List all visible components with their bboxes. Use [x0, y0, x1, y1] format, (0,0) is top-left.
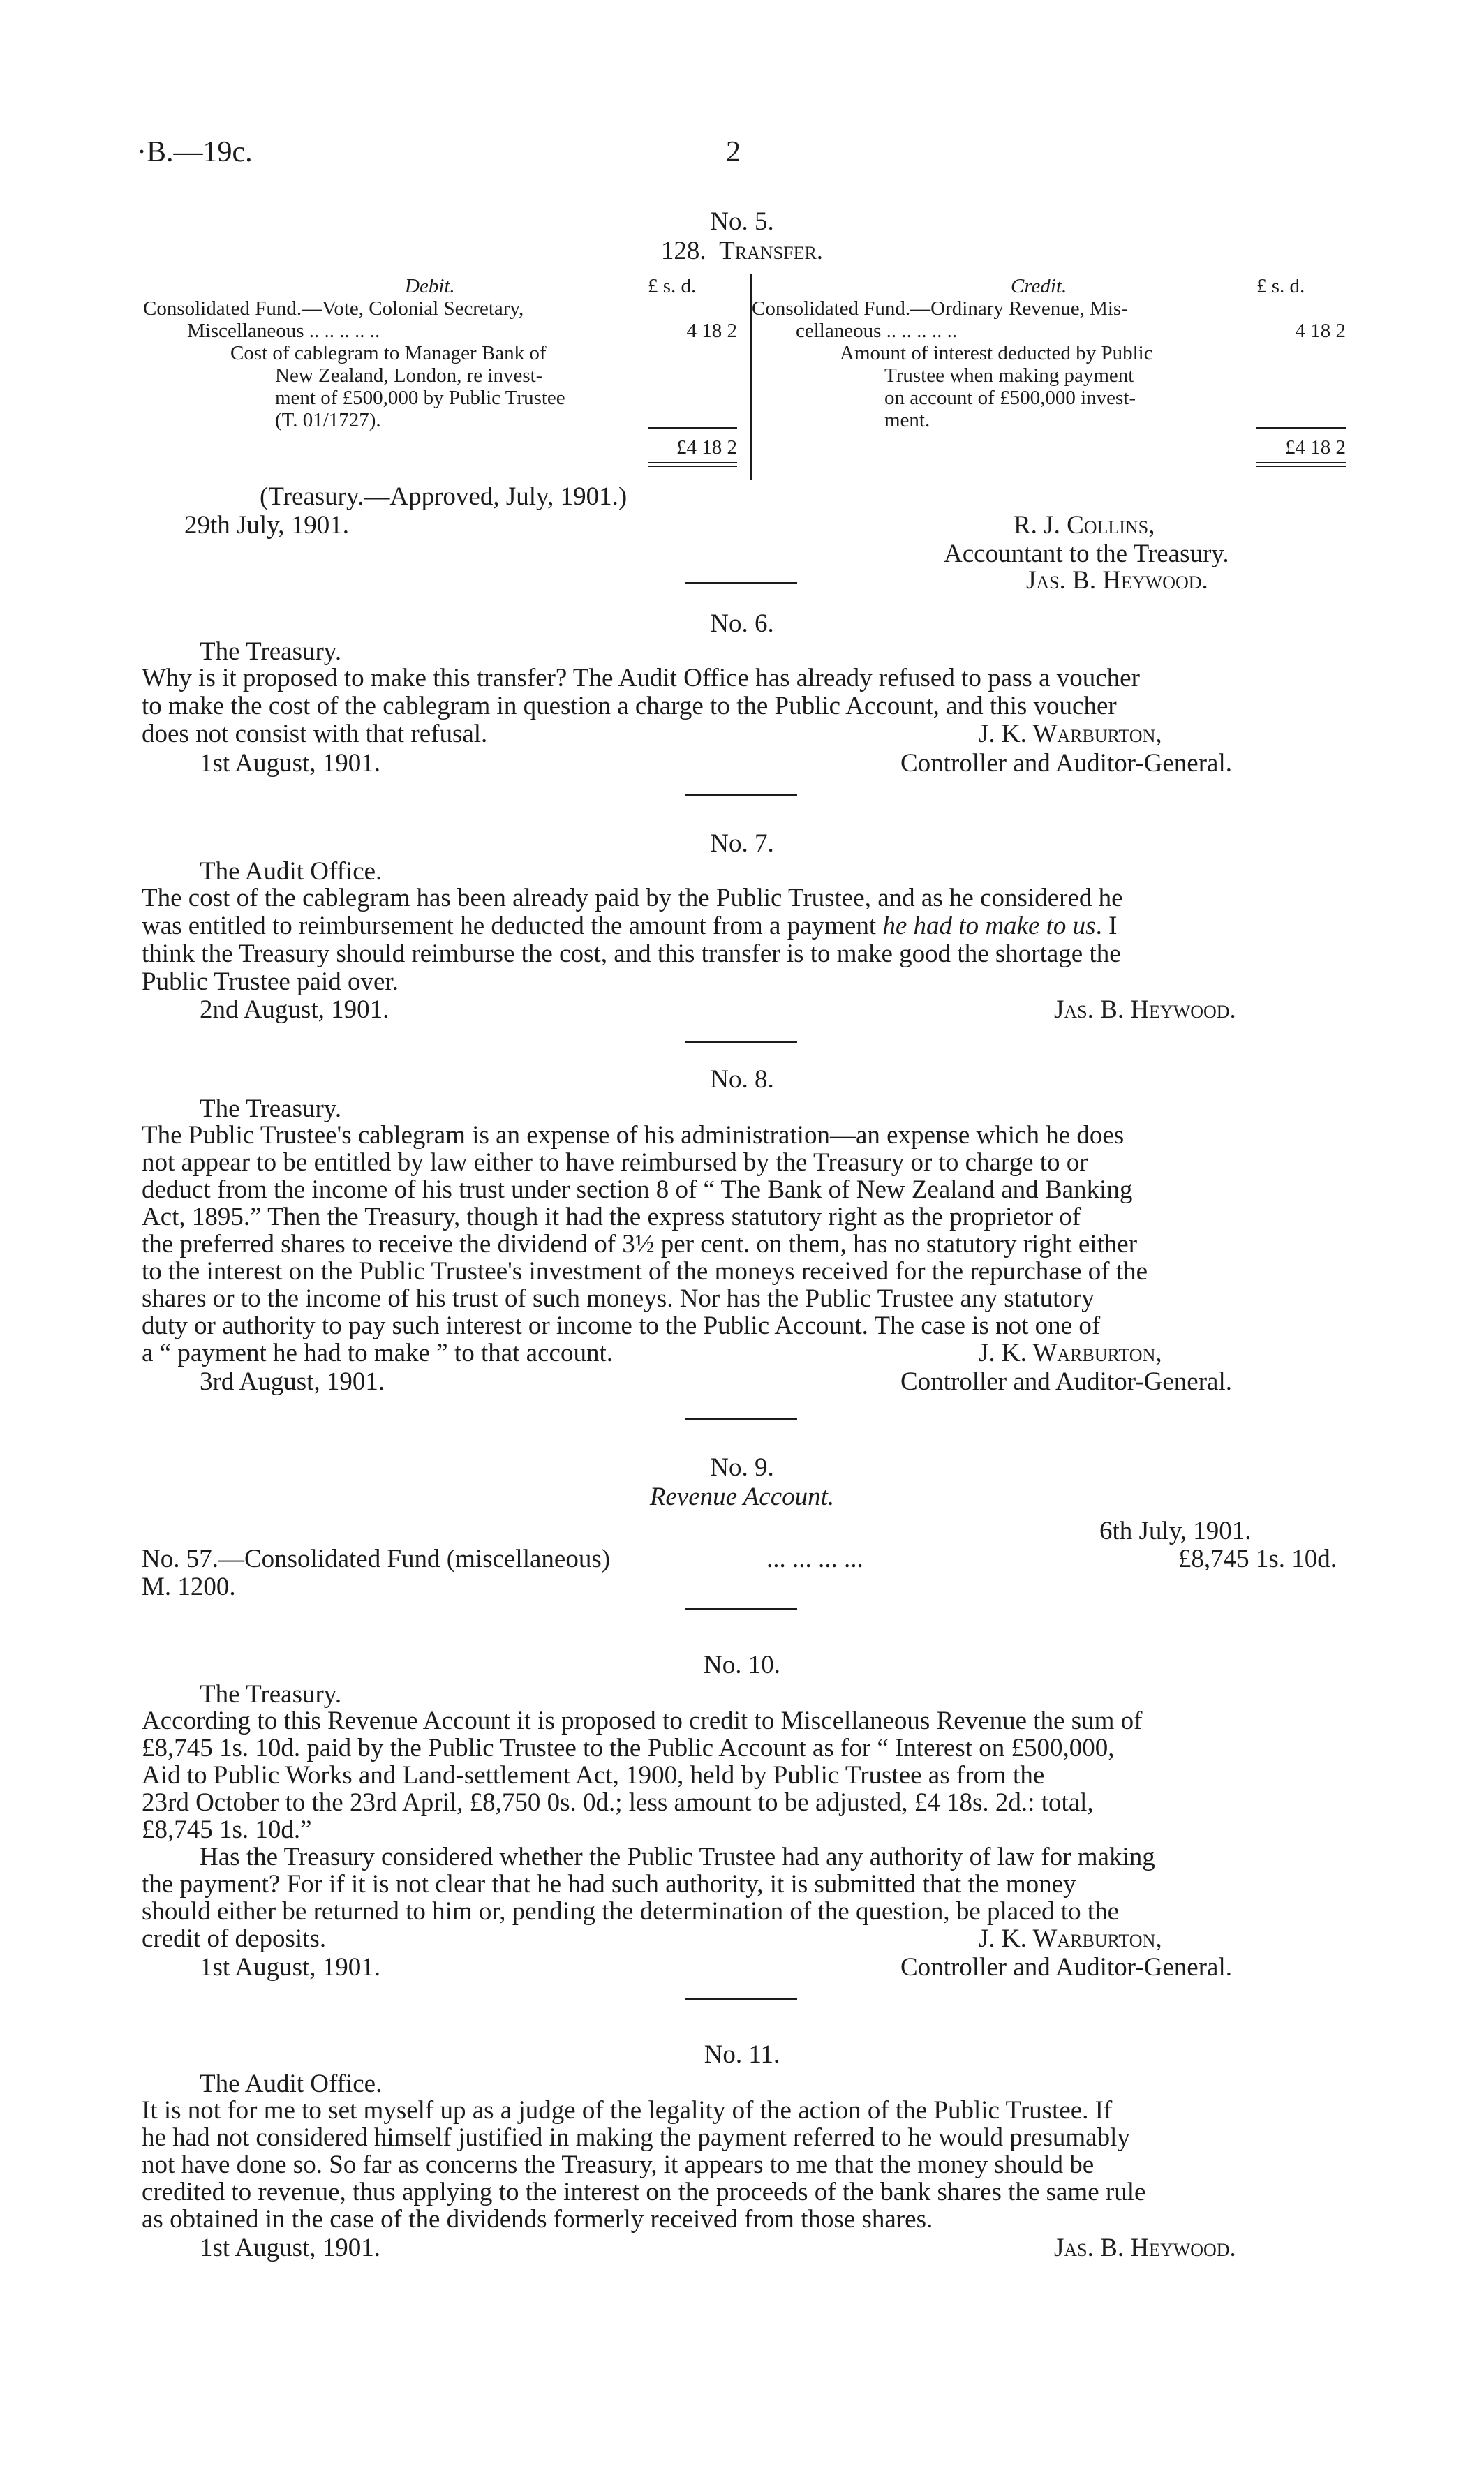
credit-subtotal-rule [1256, 427, 1346, 429]
doc10-line-8: should either be returned to him or, pending the determination of the question, be placed to the [142, 1897, 1120, 1926]
credit-amount: 4 18 2 [1295, 320, 1346, 342]
debit-account-cont: Miscellaneous .. .. .. .. .. [187, 320, 380, 342]
credit-desc-3: on account of £500,000 invest- [884, 387, 1136, 409]
credit-total-rule-2 [1256, 466, 1346, 467]
doc8-last-line: a “ payment he had to make ” to that account. [142, 1339, 613, 1367]
debit-subtotal-rule [648, 427, 737, 429]
doc6-addressee: The Treasury. [200, 637, 342, 666]
doc8-title: No. 8. [710, 1065, 774, 1094]
doc5-signature-1: R. J. Collins, [1014, 511, 1155, 540]
doc10-addressee: The Treasury. [200, 1680, 342, 1709]
doc5-signature-1-title: Accountant to the Treasury. [944, 540, 1229, 568]
debit-desc-4: (T. 01/1727). [275, 409, 381, 431]
doc8-line-1: The Public Trustee's cablegram is an expense of his administration—an expense which he does [142, 1121, 1125, 1150]
doc11-line-4: credited to revenue, thus applying to the interest on the proceeds of the bank shares the same rule [142, 2178, 1146, 2206]
doc8-line-2: not appear to be entitled by law either to have reimbursed by the Treasury or to charge to or [142, 1148, 1088, 1177]
doc6-signature-title: Controller and Auditor-General. [900, 749, 1232, 778]
doc9-leader-dots: ... ... ... ... [766, 1545, 863, 1573]
doc10-line-7: the payment? For if it is not clear that he had such authority, it is submitted that the money [142, 1870, 1076, 1899]
doc8-addressee: The Treasury. [200, 1094, 342, 1123]
credit-desc-2: Trustee when making payment [884, 364, 1134, 387]
doc7-line-1: The cost of the cablegram has been already paid by the Public Trustee, and as he considered he [142, 884, 1123, 912]
doc5-subtitle: 128. Transfer. [660, 237, 824, 265]
doc11-line-3: not have done so. So far as concerns the Treasury, it appears to me that the money should be [142, 2151, 1095, 2179]
doc10-line-4: 23rd October to the 23rd April, £8,750 0s. 0d.; less amount to be adjusted, £4 18s. 2d.: total, [142, 1788, 1094, 1817]
debit-heading: Debit. [405, 275, 455, 297]
credit-lsd-heading: £ s. d. [1256, 275, 1305, 297]
doc6-signature: J. K. Warburton, [979, 720, 1162, 748]
doc10-line-3: Aid to Public Works and Land-settlement Act, 1900, held by Public Trustee as from the [142, 1761, 1045, 1790]
doc8-signature: J. K. Warburton, [979, 1339, 1162, 1367]
doc10-line-6: Has the Treasury considered whether the Public Trustee had any authority of law for making [200, 1843, 1155, 1871]
debit-account: Consolidated Fund.—Vote, Colonial Secretary, [143, 297, 524, 320]
credit-heading: Credit. [1011, 275, 1067, 297]
debit-total-rule-2 [648, 466, 737, 467]
doc6-line-2: to make the cost of the cablegram in question a charge to the Public Account, and this voucher [142, 692, 1117, 720]
doc9-entry: No. 57.—Consolidated Fund (miscellaneous) [142, 1545, 611, 1573]
doc8-line-6: to the interest on the Public Trustee's investment of the moneys received for the repurchase of the [142, 1257, 1148, 1286]
doc6-date: 1st August, 1901. [200, 749, 381, 778]
debit-lsd-heading: £ s. d. [648, 275, 697, 297]
credit-account-cont: cellaneous .. .. .. .. .. [796, 320, 958, 342]
debit-desc-3: ment of £500,000 by Public Trustee [275, 387, 565, 409]
doc8-signature-title: Controller and Auditor-General. [900, 1367, 1232, 1396]
doc11-date: 1st August, 1901. [200, 2234, 381, 2262]
doc6-last-line: does not consist with that refusal. [142, 720, 488, 748]
doc7-last-line: Public Trustee paid over. [142, 967, 399, 996]
doc5-title: No. 5. [710, 207, 774, 236]
doc6-line-1: Why is it proposed to make this transfer? The Audit Office has already refused to pass a voucher [142, 664, 1140, 692]
debit-total-rule-1 [648, 462, 737, 463]
doc10-line-5: £8,745 1s. 10d.” [142, 1815, 312, 1844]
debit-desc-2: New Zealand, London, re invest- [275, 364, 543, 387]
doc10-line-1: According to this Revenue Account it is proposed to credit to Miscellaneous Revenue the sum of [142, 1707, 1143, 1735]
doc11-signature: Jas. B. Heywood. [1054, 2234, 1236, 2262]
doc8-line-4: Act, 1895.” Then the Treasury, though it had the express statutory right as the proprietor of [142, 1203, 1081, 1231]
doc11-last-line: as obtained in the case of the dividends formerly received from those shares. [142, 2205, 933, 2234]
doc10-signature-title: Controller and Auditor-General. [900, 1953, 1232, 1982]
doc9-date: 6th July, 1901. [1099, 1517, 1252, 1545]
document-reference: ·B.—19c. [137, 136, 253, 168]
doc9-reference: M. 1200. [142, 1573, 236, 1601]
doc9-title: No. 9. [710, 1453, 774, 1482]
doc7-title: No. 7. [710, 829, 774, 858]
doc10-last-line: credit of deposits. [142, 1924, 327, 1953]
doc11-line-1: It is not for me to set myself up as a judge of the legality of the action of the Public Trustee. If [142, 2096, 1113, 2125]
section-divider [685, 1041, 797, 1043]
section-divider [685, 1998, 797, 2000]
doc9-subtitle: Revenue Account. [649, 1483, 835, 1511]
doc8-line-8: duty or authority to pay such interest or income to the Public Account. The case is not one of [142, 1312, 1101, 1340]
doc7-signature: Jas. B. Heywood. [1054, 995, 1236, 1024]
doc11-line-2: he had not considered himself justified in making the payment referred to he would presumably [142, 2123, 1130, 2152]
debit-desc-1: Cost of cablegram to Manager Bank of [230, 342, 547, 364]
doc5-date: 29th July, 1901. [184, 511, 350, 540]
doc9-amount: £8,745 1s. 10d. [1178, 1545, 1337, 1573]
page-number: 2 [726, 136, 741, 168]
doc7-addressee: The Audit Office. [200, 857, 383, 886]
section-divider [685, 1608, 797, 1610]
doc8-date: 3rd August, 1901. [200, 1367, 385, 1396]
doc10-title: No. 10. [704, 1651, 780, 1679]
credit-total-rule-1 [1256, 462, 1346, 463]
doc7-line-2: was entitled to reimbursement he deducted the amount from a payment he had to make to us. I [142, 912, 1118, 940]
doc8-line-3: deduct from the income of his trust under section 8 of “ The Bank of New Zealand and Banking [142, 1175, 1133, 1204]
debit-total: £4 18 2 [676, 436, 737, 459]
credit-account: Consolidated Fund.—Ordinary Revenue, Mis- [752, 297, 1128, 320]
doc5-signature-2: Jas. B. Heywood. [1026, 566, 1208, 595]
doc8-line-7: shares or to the income of his trust of such moneys. Nor has the Public Trustee any statutory [142, 1284, 1095, 1313]
section-divider [685, 582, 797, 584]
doc7-date: 2nd August, 1901. [200, 995, 389, 1024]
credit-total: £4 18 2 [1285, 436, 1346, 459]
doc10-line-2: £8,745 1s. 10d. paid by the Public Trustee to the Public Account as for “ Interest on £500,000, [142, 1734, 1115, 1762]
doc8-line-5: the preferred shares to receive the dividend of 3½ per cent. on them, has no statutory right either [142, 1230, 1138, 1258]
doc11-title: No. 11. [704, 2040, 780, 2069]
doc5-approval: (Treasury.—Approved, July, 1901.) [260, 482, 628, 511]
doc7-line-3: think the Treasury should reimburse the cost, and this transfer is to make good the shortage the [142, 940, 1121, 968]
credit-desc-4: ment. [884, 409, 930, 431]
doc6-title: No. 6. [710, 609, 774, 638]
doc10-signature: J. K. Warburton, [979, 1924, 1162, 1953]
doc11-addressee: The Audit Office. [200, 2070, 383, 2098]
doc10-date: 1st August, 1901. [200, 1953, 381, 1982]
section-divider [685, 794, 797, 796]
debit-amount: 4 18 2 [686, 320, 737, 342]
section-divider [685, 1418, 797, 1420]
credit-desc-1: Amount of interest deducted by Public [840, 342, 1153, 364]
